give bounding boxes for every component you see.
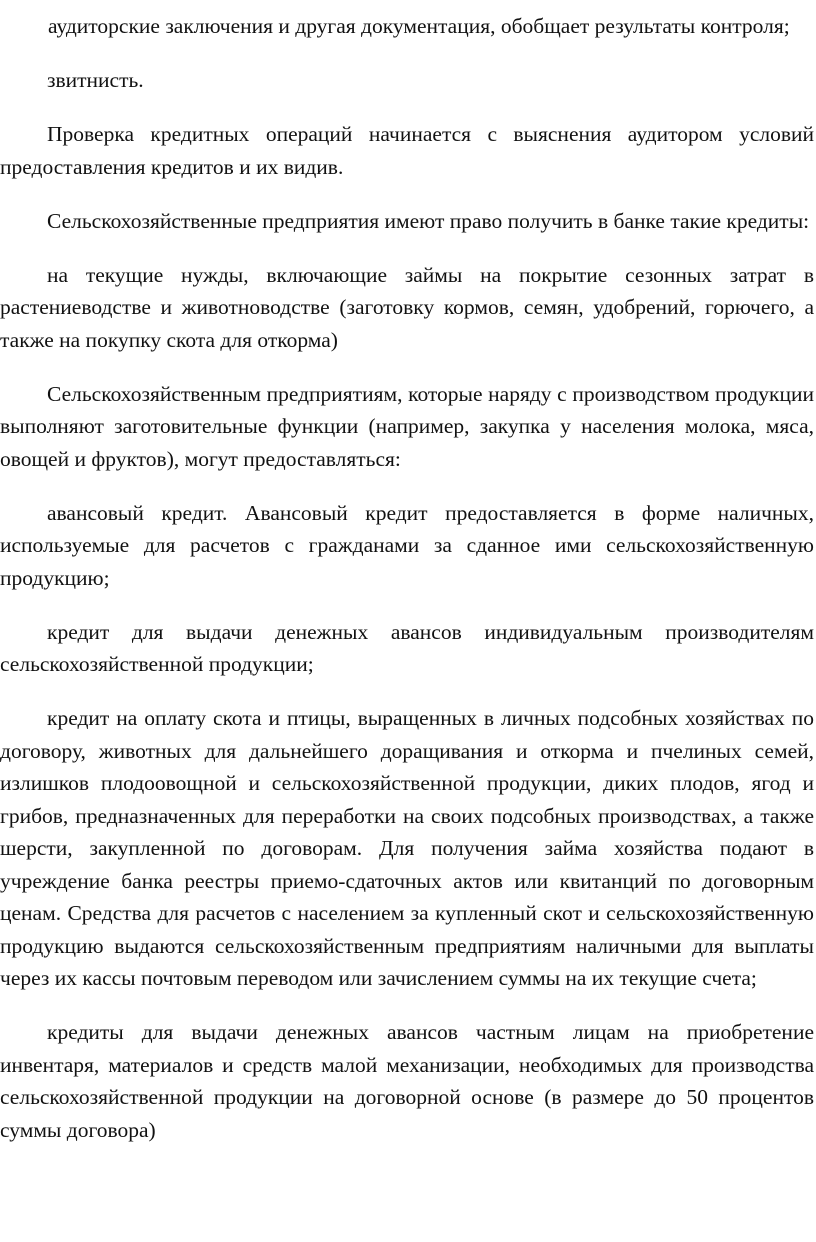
paragraph-cash-advances-producers: кредит для выдачи денежных авансов индивидуальным производителям сельскохозяйственной продукции; [0, 619, 814, 676]
paragraph-advance-credit: авансовый кредит. Авансовый кредит предоставляется в форме наличных, используемые для расчетов с гражданами за сданное ими сельскохозяйственную продукцию; [0, 500, 814, 590]
paragraph-livestock-payment: кредит на оплату скота и птицы, выращенных в личных подсобных хозяйствах по договору, животных для дальнейшего доращивания и откорма и пчелиных семей, излишков плодоовощной и сельскохозяйственной продукции, диких плодов, ягод и грибов, предназначенных для переработки на своих подсобных производствах, а также шерсти, закупленной по договорам. Для получения займа хозяйства подают в учреждение банка реестры приемо-сдаточных актов или квитанций по договорным ценам. Средства для расчетов с населением за купленный скот и сельскохозяйственную продукцию выдаются сельскохозяйственным предприятиям наличными для выплаты через их кассы почтовым переводом или зачислением суммы на их текущие счета; [0, 706, 814, 990]
paragraph-private-advances: кредиты для выдачи денежных авансов частным лицам на приобретение инвентаря, материалов и средств малой механизации, необходимых для производства сельскохозяйственной продукции на договорной основе (в размере до 50 процентов суммы договора) [0, 1020, 814, 1142]
paragraph-audit-reports: аудиторские заключения и другая документация, обобщает результаты контроля; [48, 14, 790, 38]
paragraph-credit-check: Проверка кредитных операций начинается с выяснения аудитором условий предоставления кредитов и их видив. [0, 122, 814, 179]
paragraph-current-needs: на текущие нужды, включающие займы на покрытие сезонных затрат в растениеводстве и животноводстве (заготовку кормов, семян, удобрений, горючего, а также на покупку скота для откорма) [0, 262, 814, 352]
paragraph-procurement-functions: Сельскохозяйственным предприятиям, которые наряду с производством продукции выполняют заготовительные функции (например, закупка у населения молока, мяса, овощей и фруктов), могут предоставляться: [0, 381, 814, 471]
paragraph-agri-enterprises: Сельскохозяйственные предприятия имеют право получить в банке такие кредиты: [47, 208, 810, 233]
paragraph-zvitnist: звитнисть. [47, 68, 144, 92]
